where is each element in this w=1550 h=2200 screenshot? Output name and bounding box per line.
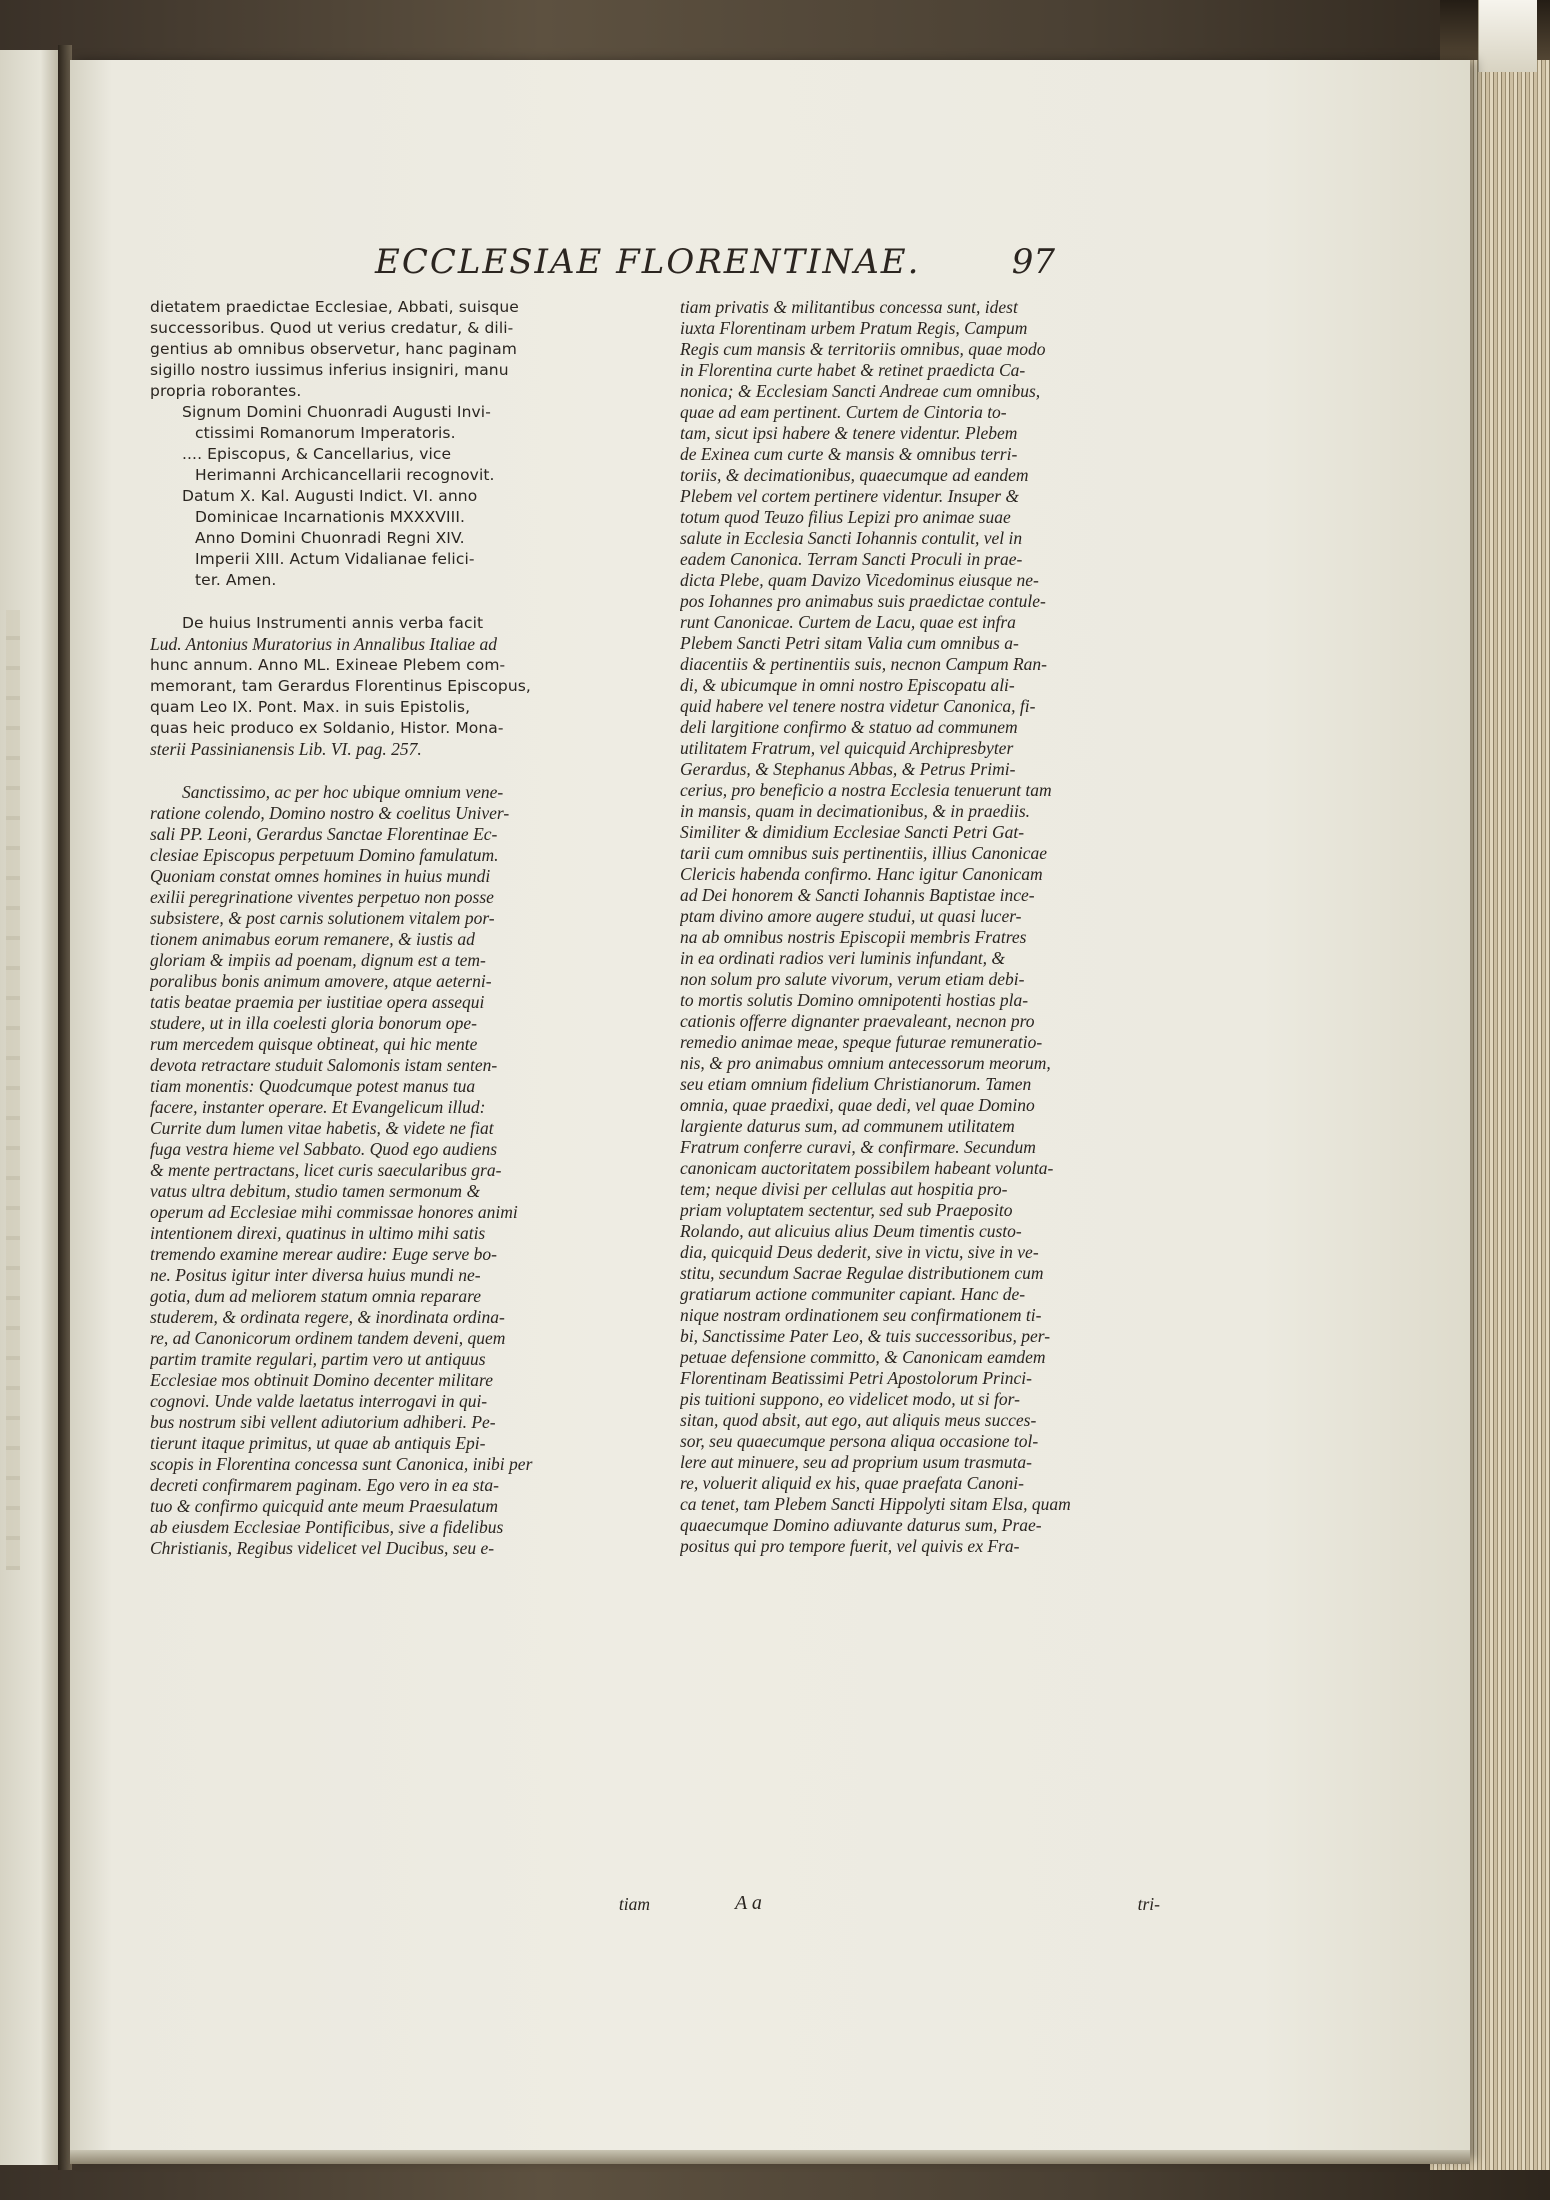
- text-line: quas heic produco ex Soldanio, Histor. Mona-: [150, 719, 504, 737]
- text-line: tatis beatae praemia per iustitiae opera assequi: [150, 992, 485, 1012]
- text-line: ratione colendo, Domino nostro & coelitus Univer-: [150, 803, 510, 823]
- text-line: ne. Positus igitur inter diversa huius mundi ne-: [150, 1265, 481, 1285]
- text-line: successoribus. Quod ut verius credatur, & dili-: [150, 319, 514, 337]
- text-line: gotia, dum ad meliorem statum omnia reparare: [150, 1286, 482, 1306]
- catchword-left: tiam: [618, 1894, 650, 1914]
- text-line: eadem Canonica. Terram Sancti Proculi in prae-: [680, 549, 1023, 569]
- text-line: Gerardus, & Stephanus Abbas, & Petrus Primi-: [680, 759, 1016, 779]
- letter-text: [150, 782, 650, 1559]
- text-line: tuo & confirmo quicquid ante meum Praesulatum: [150, 1496, 499, 1516]
- text-line: diacentiis & pertinentiis suis, necnon Campum Ran-: [680, 654, 1047, 674]
- text-line: Ecclesiae mos obtinuit Domino decenter militare: [150, 1370, 493, 1390]
- text-line: gentius ab omnibus observetur, hanc paginam: [150, 340, 517, 358]
- text-line: poralibus bonis animum amovere, atque aeterni-: [150, 971, 492, 991]
- text-line: sterii Passinianensis Lib. VI. pag. 257.: [150, 739, 422, 759]
- text-line: memorant, tam Gerardus Florentinus Episcopus,: [150, 677, 531, 695]
- text-line: tremendo examine merear audire: Euge serve bo-: [150, 1244, 497, 1264]
- text-line: to mortis solutis Domino omnipotenti hostias pla-: [680, 990, 1029, 1010]
- text-line: lere aut minuere, seu ad proprium usum trasmuta-: [680, 1452, 1032, 1472]
- text-line: dia, quicquid Deus dederit, sive in victu, sive in ve-: [680, 1242, 1039, 1262]
- text-line: remedio animae meae, speque futurae remuneratio-: [680, 1032, 1043, 1052]
- text-line: deli largitione confirmo & statuo ad communem: [680, 717, 1018, 737]
- text-line: hunc annum. Anno ML. Exineae Plebem com-: [150, 656, 506, 674]
- text-line: pis tuitioni suppono, eo videlicet modo, ut si for-: [680, 1389, 1020, 1409]
- text-line: nique nostram ordinationem seu confirmationem ti-: [680, 1305, 1042, 1325]
- page-number: 97: [1011, 242, 1055, 282]
- text-line: di, & ubicumque in omni nostro Episcopatu ali-: [680, 675, 1015, 695]
- text-line: sali PP. Leoni, Gerardus Sanctae Florentinae Ec-: [150, 824, 498, 844]
- page-bottom-edge: [70, 2150, 1470, 2164]
- text-line: tionem animabus eorum remanere, & iustis ad: [150, 929, 475, 949]
- text-line: fuga vestra hieme vel Sabbato. Quod ego audiens: [150, 1139, 498, 1159]
- text-line: petuae defensione committo, & Canonicam eamdem: [680, 1347, 1046, 1367]
- text-line: Christianis, Regibus videlicet vel Ducibus, seu e-: [150, 1538, 495, 1558]
- text-line: tem; neque divisi per cellulas aut hospitia pro-: [680, 1179, 1008, 1199]
- text-line: re, voluerit aliquid ex his, quae praefata Canoni-: [680, 1473, 1024, 1493]
- text-line: De huius Instrumenti annis verba facit: [182, 614, 484, 632]
- text-line: Herimanni Archicancellarii recognovit.: [195, 466, 495, 484]
- text-line: Datum X. Kal. Augusti Indict. VI. anno: [182, 487, 478, 505]
- text-line: tarii cum omnibus suis pertinentiis, illius Canonicae: [680, 843, 1048, 863]
- text-line: Dominicae Incarnationis MXXXVIII.: [195, 508, 466, 526]
- text-line: subsistere, & post carnis solutionem vitalem por-: [150, 908, 495, 928]
- text-line: decreti confirmarem paginam. Ego vero in ea sta-: [150, 1475, 499, 1495]
- charter-closing-paragraph: [150, 297, 650, 402]
- text-line: salute in Ecclesia Sancti Iohannis contulit, vel in: [680, 528, 1023, 548]
- text-line: Florentinam Beatissimi Petri Apostolorum Princi-: [680, 1368, 1032, 1388]
- signature-mark: A a: [735, 1892, 762, 1914]
- text-line: cerius, pro beneficio a nostra Ecclesia tenuerunt tam: [680, 780, 1052, 800]
- running-head: [375, 242, 1055, 292]
- text-line: quam Leo IX. Pont. Max. in suis Epistolis,: [150, 698, 471, 716]
- text-line: positus qui pro tempore fuerit, vel quivis ex Fra-: [680, 1536, 1020, 1556]
- text-line: Plebem vel cortem pertinere videntur. Insuper &: [680, 486, 1020, 506]
- text-line: sitan, quod absit, aut ego, aut aliquis meus succes-: [680, 1410, 1037, 1430]
- left-column: [150, 297, 650, 1877]
- text-line: priam voluptatem sectentur, sed sub Praeposito: [680, 1200, 1013, 1220]
- text-line: totum quod Teuzo filius Lepizi pro animae suae: [680, 507, 1011, 527]
- text-line: bi, Sanctissime Pater Leo, & tuis successoribus, per-: [680, 1326, 1051, 1346]
- text-line: ab eiusdem Ecclesiae Pontificibus, sive a fidelibus: [150, 1517, 504, 1537]
- text-line: ptam divino amore augere studui, ut quasi lucer-: [680, 906, 1022, 926]
- catchword-right: tri-: [1137, 1894, 1160, 1914]
- text-line: .... Episcopus, & Cancellarius, vice: [182, 445, 452, 463]
- text-line: ctissimi Romanorum Imperatoris.: [195, 424, 456, 442]
- text-line: Plebem Sancti Petri sitam Valia cum omnibus a-: [680, 633, 1019, 653]
- text-line: gloriam & impiis ad poenam, dignum est a tem-: [150, 950, 486, 970]
- text-line: quaecumque Domino adiuvante daturus sum, Prae-: [680, 1515, 1042, 1535]
- text-line: operum ad Ecclesiae mihi commissae honores animi: [150, 1202, 518, 1222]
- text-line: & mente pertractans, licet curis saecularibus gra-: [150, 1160, 502, 1180]
- text-line: studerem, & ordinata regere, & inordinata ordina-: [150, 1307, 505, 1327]
- text-line: canonicam auctoritatem possibilem habeant volunta-: [680, 1158, 1054, 1178]
- text-line: tierunt itaque primitus, ut quae ab antiquis Epi-: [150, 1433, 486, 1453]
- text-line: gratiarum actione communiter capiant. Hanc de-: [680, 1284, 1026, 1304]
- text-line: non solum pro salute vivorum, verum etiam debi-: [680, 969, 1025, 989]
- text-line: cationis offerre dignanter praevaleant, necnon pro: [680, 1011, 1035, 1031]
- text-line: stitu, secundum Sacrae Regulae distributionem cum: [680, 1263, 1044, 1283]
- text-line: partim tramite regulari, partim vero ut antiquus: [150, 1349, 486, 1369]
- text-line: quae ad eam pertinent. Curtem de Cintoria to-: [680, 402, 1007, 422]
- text-line: Imperii XIII. Actum Vidalianae felici-: [195, 550, 475, 568]
- text-line: devota retractare studuit Salomonis istam senten-: [150, 1055, 498, 1075]
- text-line: bus nostrum sibi vellent adiutorium adhiberi. Pe-: [150, 1412, 496, 1432]
- text-line: Fratrum conferre curavi, & confirmare. Secundum: [680, 1137, 1036, 1157]
- text-line: dicta Plebe, quam Davizo Vicedominus eiusque ne-: [680, 570, 1039, 590]
- text-line: quid habere vel tenere nostra videtur Canonica, fi-: [680, 696, 1036, 716]
- text-line: seu etiam omnium fidelium Christianorum. Tamen: [680, 1074, 1032, 1094]
- text-line: propria roborantes.: [150, 382, 302, 400]
- text-line: ter. Amen.: [195, 571, 277, 589]
- text-line: omnia, quae praedixi, quae dedi, vel quae Domino: [680, 1095, 1035, 1115]
- text-line: sigillo nostro iussimus inferius insigniri, manu: [150, 361, 509, 379]
- text-line: exilii peregrinatione viventes perpetuo non posse: [150, 887, 494, 907]
- text-line: in ea ordinati radios veri luminis infundant, &: [680, 948, 1006, 968]
- running-head-title: ECCLESIAE FLORENTINAE.: [375, 242, 921, 282]
- binding-threads: [6, 610, 20, 1570]
- text-line: na ab omnibus nostris Episcopii membris Fratres: [680, 927, 1027, 947]
- text-line: Rolando, aut alicuius alius Deum timentis custo-: [680, 1221, 1022, 1241]
- signum-block: [150, 402, 650, 591]
- text-line: Signum Domini Chuonradi Augusti Invi-: [182, 403, 491, 421]
- text-line: sor, seu quaecumque persona aliqua occasione tol-: [680, 1431, 1039, 1451]
- page-tab: [1478, 0, 1537, 72]
- text-line: Quoniam constat omnes homines in huius mundi: [150, 866, 491, 886]
- text-line: vatus ultra debitum, studio tamen sermonum &: [150, 1181, 481, 1201]
- text-line: Similiter & dimidium Ecclesiae Sancti Petri Gat-: [680, 822, 1025, 842]
- text-line: rum mercedem quisque obtineat, qui hic mente: [150, 1034, 478, 1054]
- text-line: Lud. Antonius Muratorius in Annalibus Italiae ad: [150, 634, 497, 654]
- text-line: nis, & pro animabus omnium antecessorum meorum,: [680, 1053, 1051, 1073]
- text-line: scopis in Florentina concessa sunt Canonica, inibi per: [150, 1454, 533, 1474]
- text-line: tiam privatis & militantibus concessa sunt, idest: [680, 297, 1018, 317]
- facing-page-edge: [0, 50, 58, 2165]
- text-line: de Exinea cum curte & mansis & omnibus terri-: [680, 444, 1018, 464]
- text-line: studere, ut in illa coelesti gloria bonorum ope-: [150, 1013, 477, 1033]
- text-line: re, ad Canonicorum ordinem tandem deveni, quem: [150, 1328, 506, 1348]
- text-line: Sanctissimo, ac per hoc ubique omnium vene-: [182, 782, 504, 802]
- text-line: toriis, & decimationibus, quaecumque ad eandem: [680, 465, 1029, 485]
- text-line: utilitatem Fratrum, vel quicquid Archipresbyter: [680, 738, 1014, 758]
- text-line: dietatem praedictae Ecclesiae, Abbati, suisque: [150, 298, 519, 316]
- text-line: facere, instanter operare. Et Evangelicum illud:: [150, 1097, 486, 1117]
- text-line: Anno Domini Chuonradi Regni XIV.: [195, 529, 465, 547]
- text-line: nonica; & Ecclesiam Sancti Andreae cum omnibus,: [680, 381, 1041, 401]
- text-line: cognovi. Unde valde laetatus interrogavi in qui-: [150, 1391, 488, 1411]
- text-line: largiente daturus sum, ad communem utilitatem: [680, 1116, 1015, 1136]
- text-line: Clericis habenda confirmo. Hanc igitur Canonicam: [680, 864, 1043, 884]
- text-line: tiam monentis: Quodcumque potest manus tua: [150, 1076, 476, 1096]
- text-line: tam, sicut ipsi habere & tenere videntur. Plebem: [680, 423, 1018, 443]
- right-column: [680, 297, 1180, 1877]
- text-line: ca tenet, tam Plebem Sancti Hippolyti sitam Elsa, quam: [680, 1494, 1071, 1514]
- text-line: Regis cum mansis & territoriis omnibus, quae modo: [680, 339, 1046, 359]
- text-line: intentionem direxi, quatinus in ultimo mihi satis: [150, 1223, 486, 1243]
- text-line: pos Iohannes pro animabus suis praedictae contule-: [680, 591, 1046, 611]
- text-line: in mansis, quam in decimationibus, & in praediis.: [680, 801, 1030, 821]
- text-line: Currite dum lumen vitae habetis, & videte ne fiat: [150, 1118, 494, 1138]
- text-line: iuxta Florentinam urbem Pratum Regis, Campum: [680, 318, 1028, 338]
- commentary-paragraph: [150, 613, 650, 760]
- text-line: ad Dei honorem & Sancti Iohannis Baptistae ince-: [680, 885, 1035, 905]
- text-line: clesiae Episcopus perpetuum Domino famulatum.: [150, 845, 499, 865]
- text-line: runt Canonicae. Curtem de Lacu, quae est infra: [680, 612, 1016, 632]
- text-line: in Florentina curte habet & retinet praedicta Ca-: [680, 360, 1026, 380]
